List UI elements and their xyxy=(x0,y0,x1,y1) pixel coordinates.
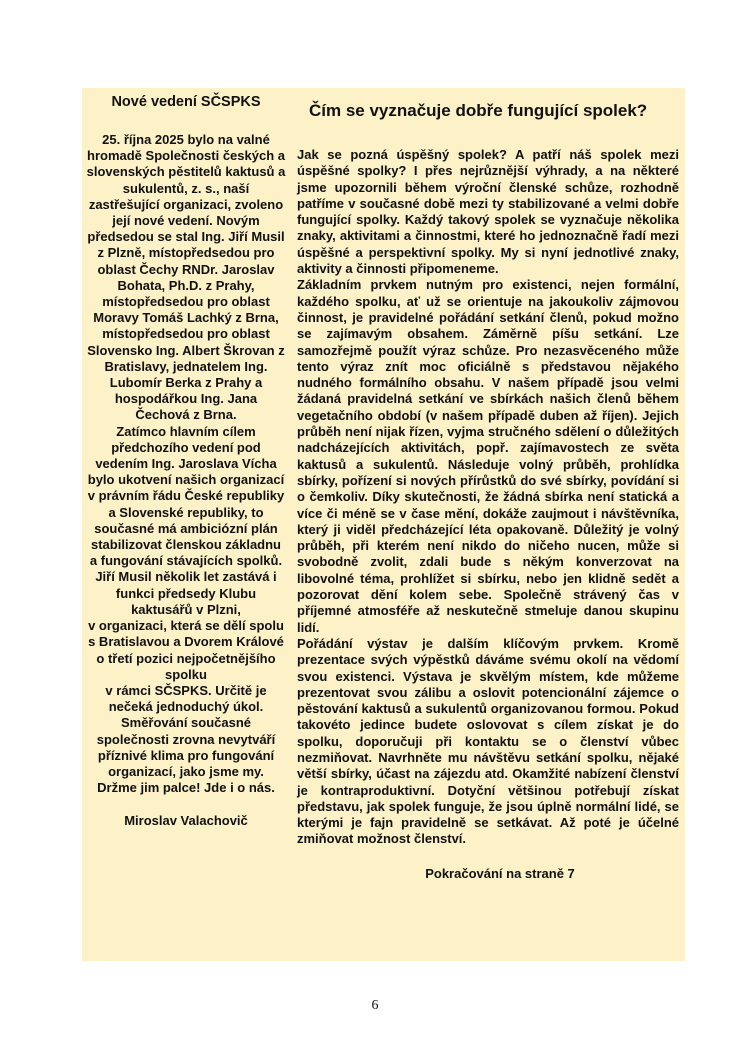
left-article-signature: Miroslav Valachovič xyxy=(124,813,248,829)
left-paragraph: Držme jim palce! Jde i o nás. xyxy=(97,780,275,796)
left-paragraph: Jiří Musil několik let zastává i funkci předsedy Klubu kaktusářů v Plzni, xyxy=(95,569,277,617)
continuation-note: Pokračování na straně 7 xyxy=(425,865,575,881)
left-paragraph: v rámci SČSPKS. Určitě je nečeká jednoduchý úkol. xyxy=(105,682,267,715)
right-paragraph: Pořádání výstav je dalším klíčovým prvkem. Kromě prezentace svých výpěstků dáváme svému okolí na vědomí svou existenci. Výstava je skvělým místem, kde můžeme prezentovat svou zálibu a oslovit potencionální zájemce o pěstování kaktusů a sukulentů organizovanou formou. Pokud takovéto jedince budete oslovovat s cílem získat je do spolku, doporučuji při kontaktu se o členství vůbec nezmiňovat. Navrhněte mu návštěvu setkání spolku, nějaké větší sbírky, účast na zájezdu atd. Okamžité nabízení členství je kontraproduktivní. Dotyční většinou potřebují získat představu, jak spolek funguje, že jsou úplně normální lidé, se kterými je fajn pravidelně se setkávat. Až poté je účelné zmiňovat možnost členství. xyxy=(297,635,679,847)
left-paragraph: Zatímco hlavním cílem předchozího vedení pod vedením Ing. Jaroslava Vícha bylo ukotvení našich organizací v právním řádu České republiky a Slovenské republiky, to současné má ambiciózní plán stabilizovat členskou základnu a fungování stávajících spolků. xyxy=(87,423,285,569)
right-article xyxy=(297,100,679,882)
left-article-title: Nové vedení SČSPKS xyxy=(111,94,261,110)
right-paragraph: Jak se pozná úspěšný spolek? A patří náš spolek mezi úspěšné spolky? I přes nejrůznější výhrady, a na některé jsme upozornili během výroční členské schůze, rozhodně patříme v současné době mezi ty stabilizované a velmi dobře fungující spolky. Každý takový spolek se vyznačuje několika znaky, aktivitami a činnostmi, které ho jednoznačně řadí mezi úspěšné a perspektivní spolky. My si nyní jednotlivé znaky, aktivity a činnosti připomeneme. xyxy=(297,147,679,277)
left-article xyxy=(86,93,286,830)
left-paragraph: v organizaci, která se dělí spolu s Bratislavou a Dvorem Králové o třetí pozici nejpočetnějšího spolku xyxy=(88,618,284,682)
left-paragraph: Směřování současné společnosti zrovna nevytváří příznivé klima pro fungování organizací, jako jsme my. xyxy=(96,715,276,779)
left-paragraph: 25. října 2025 bylo na valné hromadě Společnosti českých a slovenských pěstitelů kaktusů a sukulentů, z. s., naší zastřešující organizaci, zvoleno její nové vedení. Novým předsedou se stal Ing. Jiří Musil z Plzně, místopředsedou pro oblast Čechy RNDr. Jaroslav Bohata, Ph.D. z Prahy, místopředsedou pro oblast Moravy Tomáš Lachký z Brna, místopředsedou pro oblast Slovensko Ing. Albert Škrovan z Bratislavy, jednatelem Ing. Lubomír Berka z Prahy a hospodářkou Ing. Jana Čechová z Brna. xyxy=(86,132,286,423)
page-number: 6 xyxy=(371,998,379,1013)
right-paragraph: Základním prvkem nutným pro existenci, nejen formální, každého spolku, ať už se orientuje na jakoukoliv zájmovou činnost, je pravidelné pořádání setkání členů, pokud možno se zajímavým obsahem. Záměrně píšu setkání. Lze samozřejmě použít výraz schůze. Pro nezasvěceného může tento výraz znít moc oficiálně s představou nějakého nudného formálního obsahu. V našem případě jsou velmi žádaná pravidelná setkání ve sbírkách našich členů během vegetačního období (v našem případě duben až říjen). Jejich průběh není nijak řízen, vyjma stručného sdělení o důležitých nadcházejících aktivitách, popř. zajímavostech ze světa kaktusů a sukulentů. Následuje volný průběh, prohlídka sbírky, pořízení si nových přírůstků do své sbírky, povídání si o čemkoliv. Díky skutečnosti, že žádná sbírka není statická a více či méně se v čase mění, dokáže zaujmout i návštěvníka, který ji viděl předcházející léta opakovaně. Důležitý je volný průběh, při kterém není nikdo do ničeho nucen, může si svobodně zvolit, zdali bude s někým konverzovat na libovolné téma, prohlížet si sbírku, nebo jen klidně sedět a pozorovat dění kolem sebe. Společně strávený čas v příjemné atmosféře až neskutečně stmeluje danou skupinu lidí. xyxy=(297,277,679,635)
right-article-title: Čím se vyznačuje dobře fungující spolek? xyxy=(309,101,648,120)
